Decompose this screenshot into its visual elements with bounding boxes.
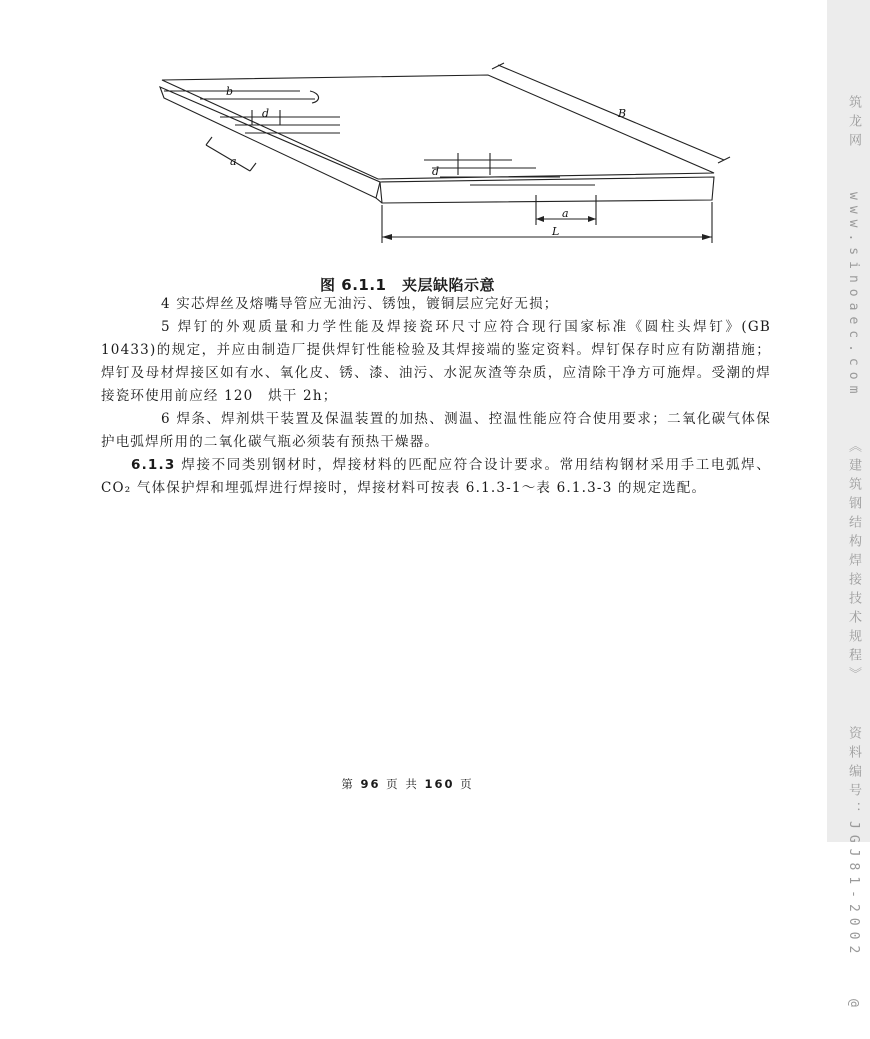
watermark-sidebar <box>827 0 870 1013</box>
footer-prefix: 第 <box>341 777 355 791</box>
sidebar-code: 资料编号：JGJ81-2002 <box>846 725 861 960</box>
plate-front-face <box>380 177 714 203</box>
current-page: 96 <box>360 777 381 791</box>
clause-number: 6.1.3 <box>131 457 176 473</box>
item-4-text: 实芯焊丝及熔嘴导管应无油污、锈蚀，镀铜层应完好无损； <box>176 296 559 312</box>
sidebar-site: 筑龙网 <box>846 95 861 152</box>
total-pages: 160 <box>424 777 455 791</box>
item-6 <box>101 408 771 454</box>
figure-6-1-1 <box>140 55 740 270</box>
sidebar-title: 《建筑钢结构焊接技术规程》 <box>846 439 861 687</box>
sidebar-text <box>835 95 863 1013</box>
label-d-front: d <box>432 165 440 178</box>
item-5 <box>101 316 771 408</box>
item-5-text: 焊钉的外观质量和力学性能及焊接瓷环尺寸应符合现行国家标准《圆柱头焊钉》(GB 10433)的规定，并应由制造厂提供焊钉性能检验及其焊接端的鉴定资料。焊钉保存时应有防潮措施；焊钉及母材焊接区如有水、氧化皮、锈、漆、油污、水泥灰渣等杂质，应清除干净方可施焊。受潮的焊接瓷环使用前应经 120 烘干 2h； <box>101 319 771 404</box>
label-L: L <box>552 225 560 238</box>
plate-left-edge <box>160 87 380 198</box>
item-6-text: 焊条、焊剂烘干装置及保温装置的加热、测温、控温性能应符合使用要求；二氧化碳气体保护电弧焊所用的二氧化碳气瓶必须装有预热干燥器。 <box>101 411 772 450</box>
footer-mid: 页 共 <box>386 777 419 791</box>
item-4 <box>101 293 771 316</box>
sidebar-url: www.sinoaec.com <box>846 191 861 400</box>
item-4-number: 4 <box>161 296 171 312</box>
label-b: b <box>226 85 234 98</box>
figure-caption: 图 6.1.1 夹层缺陷示意 <box>320 276 495 294</box>
lamination-defect-diagram <box>140 55 740 270</box>
label-d-top: d <box>262 107 270 120</box>
sidebar-mark: @ <box>846 999 861 1013</box>
footer-suffix: 页 <box>460 777 474 791</box>
clause-6-1-3 <box>101 454 771 500</box>
item-6-number: 6 <box>161 411 171 427</box>
page-footer <box>0 776 815 792</box>
label-B: B <box>618 107 627 120</box>
item-5-number: 5 <box>161 319 171 335</box>
clause-text: 焊接不同类别钢材时，焊接材料的匹配应符合设计要求。常用结构钢材采用手工电弧焊、CO₂ 气体保护焊和埋弧焊进行焊接时，焊接材料可按表 6.1.3-1～表 6.1.3-3 的规定选配。 <box>101 457 771 496</box>
label-a-left: a <box>230 155 237 168</box>
label-a-front: a <box>562 207 569 220</box>
